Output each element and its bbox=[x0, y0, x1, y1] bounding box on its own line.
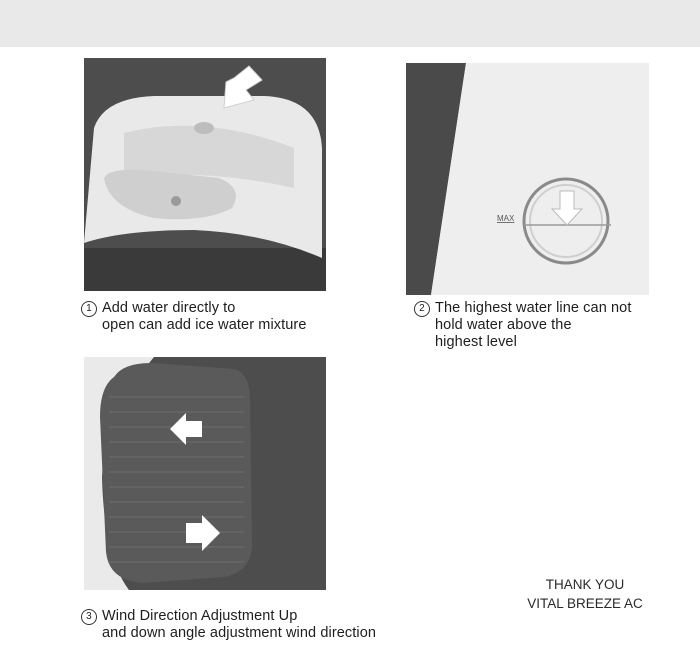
photo-add-water bbox=[84, 58, 326, 291]
circled-number-icon: 2 bbox=[414, 301, 430, 317]
brand-line: VITAL BREEZE AC bbox=[527, 596, 643, 611]
step-3-caption bbox=[81, 608, 376, 642]
closing-text bbox=[500, 575, 670, 613]
photo-max-level bbox=[406, 63, 649, 295]
step-2-line-2: hold water above the bbox=[435, 317, 572, 333]
thank-you-line: THANK YOU bbox=[545, 577, 625, 592]
step-3-line-1: Wind Direction Adjustment Up bbox=[102, 608, 298, 624]
step-1-line-1: Add water directly to bbox=[102, 300, 236, 316]
circled-number-icon: 3 bbox=[81, 609, 97, 625]
step-2-line-3: highest level bbox=[435, 334, 517, 350]
step-1-line-2: open can add ice water mixture bbox=[102, 317, 307, 333]
step-2-line-1: The highest water line can not bbox=[435, 300, 632, 316]
step-3-line-2: and down angle adjustment wind direction bbox=[102, 625, 377, 641]
step-1-caption bbox=[81, 300, 307, 334]
circled-number-icon: 1 bbox=[81, 301, 97, 317]
step-2-caption bbox=[414, 300, 631, 351]
max-label: MAX bbox=[497, 214, 515, 223]
top-bar bbox=[0, 0, 700, 47]
photo-wind-direction bbox=[84, 357, 326, 590]
